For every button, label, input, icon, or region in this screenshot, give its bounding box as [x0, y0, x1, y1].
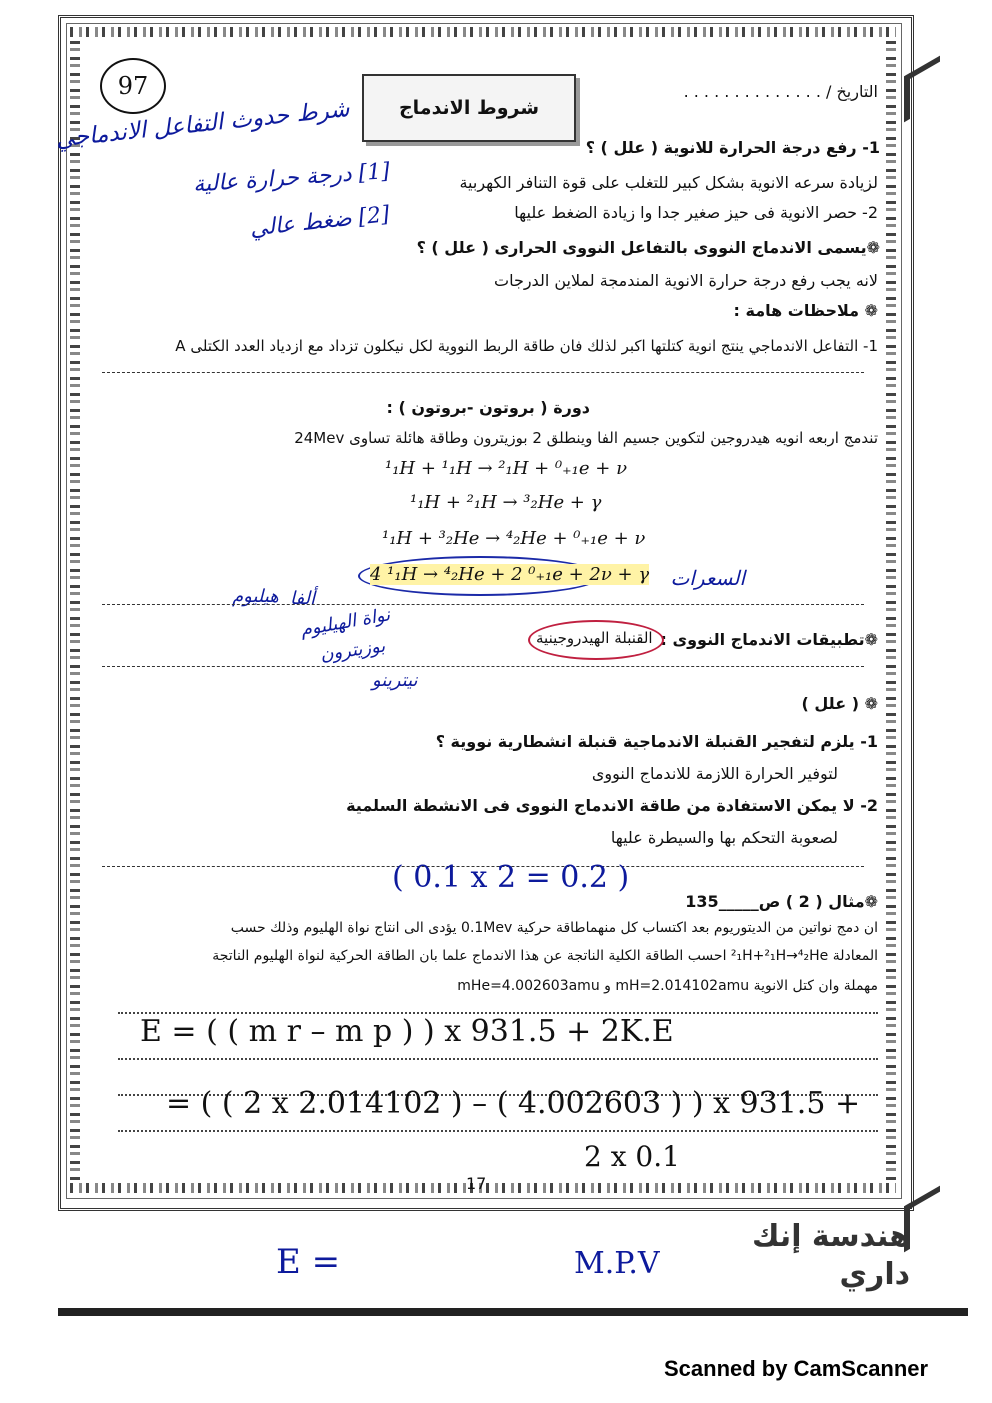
reason-1-answer: لتوفير الحرارة اللازمة للاندماج النووى	[591, 764, 838, 783]
brand-logo-line-1: هندسة إنك	[752, 1219, 910, 1254]
scanned-by-footer: Scanned by CamScanner	[664, 1356, 929, 1381]
cycle-heading: دورة ( بروتون -بروتون ) :	[386, 398, 590, 417]
handwritten-condition-2: [2] ضغط عالي	[248, 202, 391, 242]
label-helium: هيليوم	[232, 586, 279, 607]
bottom-equation-right: M.P.V	[574, 1246, 660, 1281]
answer-line-2	[118, 1058, 878, 1060]
example-line-2: المعادلة ²₁H+²₁H→⁴₂He احسب الطاقة الكلية الناتجة عن هذا الاندماج علما بان الطاقة الحركية لنواة الهليوم الناتجة	[212, 948, 878, 964]
handwritten-conditions-title: شرط حدوث التفاعل الاندماجي	[54, 95, 351, 153]
label-neutrino: نيترينو	[372, 670, 418, 691]
handwritten-calc-note: ( 0.1 x 2 = 0.2 )	[392, 860, 630, 895]
label-energy: السعرات	[670, 566, 745, 590]
question-heating: 1- رفع درجة الحرارة للانوية ( علل ) ؟	[585, 138, 880, 157]
reason-1-question: 1- يلزم لتفجير القنبلة الاندماجية قنبلة انشطارية نووية ؟	[435, 732, 878, 751]
page-title: شروط الاندماج	[398, 97, 540, 119]
notes-heading: ❁ ملاحظات هامة :	[733, 301, 878, 320]
note-binding-energy: 1- التفاعل الاندماجي ينتج انوية كتلتها اكبر لذلك فان طاقة الربط النووية لكل نيكلون تزداد مع ازدياد العدد الكتلى A	[175, 337, 878, 355]
example-heading: ❁مثال ( 2 ) ص_____135	[685, 892, 878, 911]
border-chain-left	[70, 40, 80, 1180]
label-helium-nucleus: نواة الهيليوم	[298, 604, 392, 641]
equation-1: ¹₁H + ¹₁H → ²₁H + ⁰₊₁e + ν	[385, 458, 628, 479]
separator-3	[102, 666, 864, 667]
bottom-equation-left: E =	[276, 1242, 341, 1282]
brand-logo-line-2: داري	[839, 1257, 910, 1292]
applications-heading: ❁تطبيقات الاندماج النووى :	[660, 630, 878, 649]
solution-line-2: = ( ( 2 x 2.014102 ) – ( 4.002603 ) ) x 931.5 +	[166, 1086, 861, 1121]
border-chain-top	[70, 27, 896, 37]
brand-logo	[700, 1218, 910, 1298]
cycle-description: تندمج اربعه انويه هيدروجين لتكوين جسيم الفا وينطلق 2 بوزيترون وطاقة هائلة تساوى 24Mev	[294, 429, 878, 447]
example-line-3: مهملة وان كتل الانوية mH=2.014102amu و mHe=4.002603amu	[457, 978, 878, 994]
answer-line-4	[118, 1130, 878, 1132]
equation-3: ¹₁H + ³₂He → ⁴₂He + ⁰₊₁e + ν	[382, 528, 646, 549]
reasons-heading: ❁ ( علل )	[801, 694, 878, 713]
date-label: التاريخ / . . . . . . . . . . . . . .	[683, 82, 878, 101]
reason-2-answer: لصعوبة التحكم بها والسيطرة عليها	[610, 828, 838, 847]
answer-thermonuclear: لانه يجب رفع درجة حرارة الانوية المندمجة لملاين الدرجات	[494, 271, 878, 290]
separator-2	[102, 604, 864, 605]
separator-1	[102, 372, 864, 373]
page-number: 17	[466, 1174, 487, 1193]
solution-line-3: 2 x 0.1	[584, 1140, 680, 1173]
answer-heating: لزيادة سرعه الانوية بشكل كبير للتغلب على قوة التنافر الكهربية	[459, 173, 878, 192]
label-positron: بوزيترون	[318, 635, 387, 666]
title-banner	[362, 74, 576, 142]
corner-number: 97	[117, 72, 149, 100]
border-chain-right	[886, 40, 896, 1180]
solution-line-1: E = ( ( m r – m p ) ) x 931.5 + 2K.E	[140, 1014, 674, 1049]
condition-pressure: 2- حصر الانوية فى حيز صغير جدا وا زيادة الضغط عليها	[514, 203, 878, 222]
handwritten-condition-1: [1] درجة حرارة عالية	[192, 158, 391, 198]
label-alpha: ألفا	[290, 588, 316, 609]
example-line-1: ان دمج نواتين من الديتوريوم بعد اكتساب كل منهماطاقة حركية 0.1Mev يؤدى الى انتاج نواة الهليوم وذلك حسب	[230, 920, 878, 936]
equation-2: ¹₁H + ²₁H → ³₂He + γ	[410, 492, 602, 513]
scan-edge-bottom	[58, 1308, 968, 1316]
hydrogen-bomb: القنبلة الهيدروجينية	[536, 629, 653, 647]
reason-2-question: 2- لا يمكن الاستفادة من طاقة الاندماج النووى فى الانشطة السلمية	[346, 796, 878, 815]
corner-circle	[100, 58, 166, 114]
question-thermonuclear: ❁يسمى الاندماج النووى بالتفاعل النووى الحرارى ( علل ) ؟	[416, 238, 880, 257]
equation-4: 4 ¹₁H → ⁴₂He + 2 ⁰₊₁e + 2ν + γ	[370, 564, 650, 585]
